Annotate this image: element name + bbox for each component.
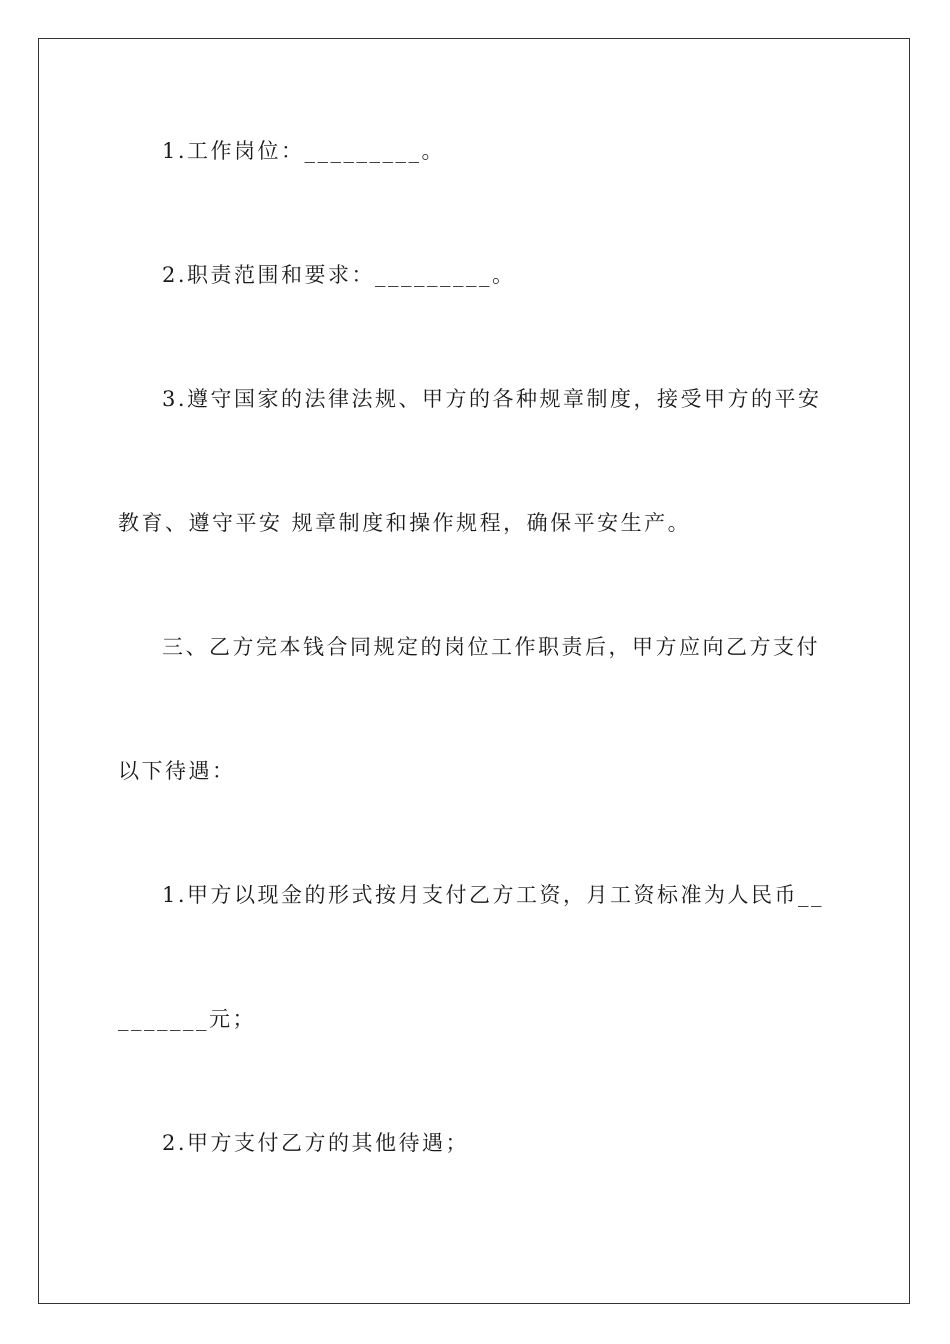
item-compliance-line-1: 3.遵守国家的法律法规、甲方的各种规章制度，接受甲方的平安 <box>162 387 822 411</box>
item-salary-line-2: _______元； <box>118 1007 256 1031</box>
section-three-heading-line-1: 三、乙方完本钱合同规定的岗位工作职责后，甲方应向乙方支付 <box>162 635 820 659</box>
item-duties-scope: 2.职责范围和要求：_________。 <box>162 263 516 287</box>
section-three-heading-line-2: 以下待遇： <box>118 759 236 783</box>
item-job-position: 1.工作岗位：_________。 <box>162 139 446 163</box>
item-compliance-line-2: 教育、遵守平安 规章制度和操作规程，确保平安生产。 <box>118 511 692 535</box>
item-other-benefits: 2.甲方支付乙方的其他待遇； <box>162 1131 470 1155</box>
page-border <box>38 38 910 1304</box>
item-salary-line-1: 1.甲方以现金的形式按月支付乙方工资，月工资标准为人民币__ <box>162 883 825 907</box>
